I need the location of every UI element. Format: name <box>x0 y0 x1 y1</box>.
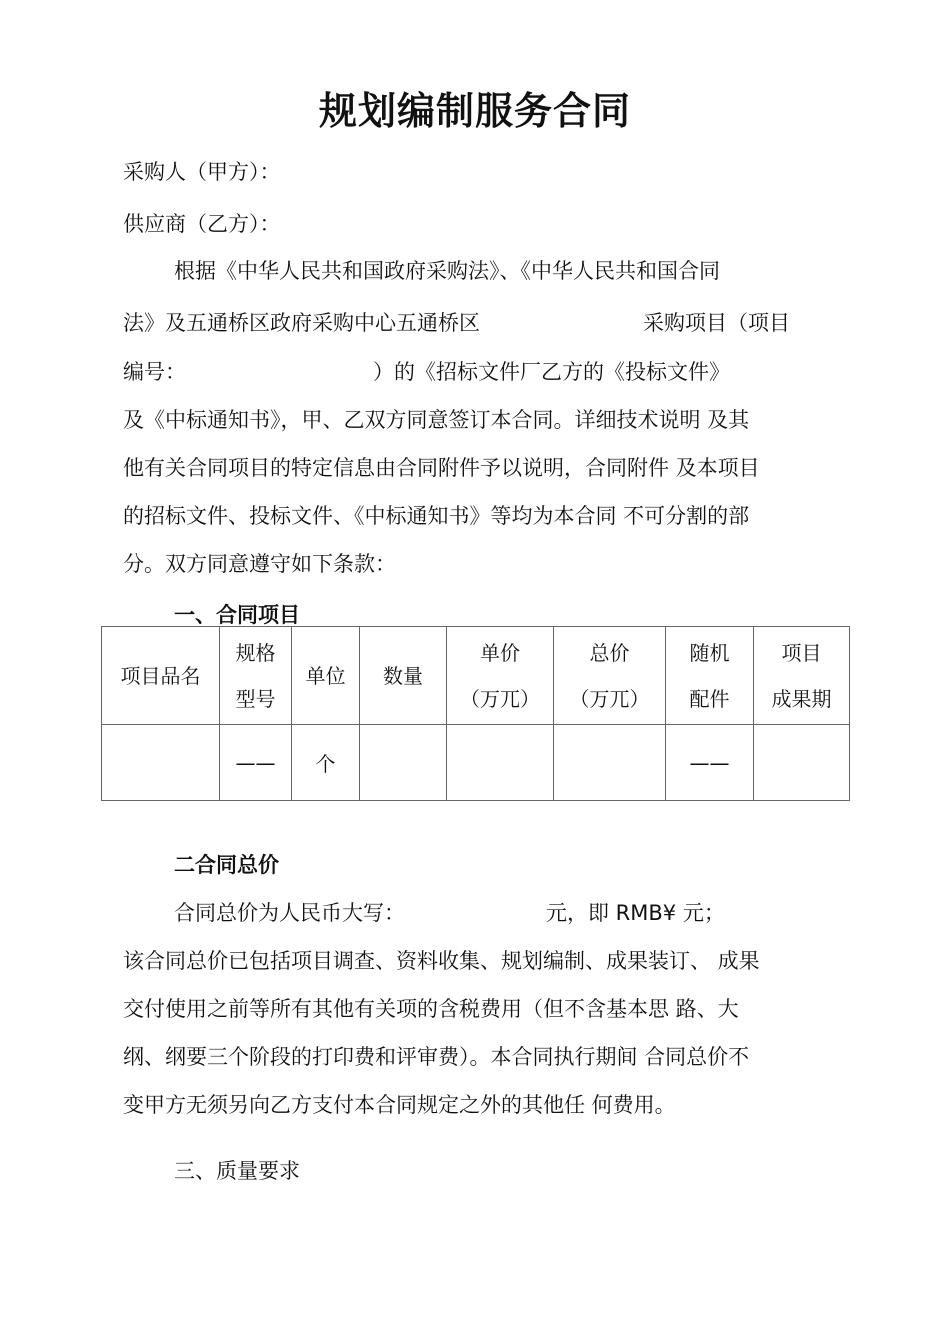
price-line-4: 纲、纲要三个阶段的打印费和评审费）。本合同执行期间 合同总价不 <box>123 1045 750 1069</box>
table-row <box>102 725 850 801</box>
price-line-1b: 元，即 RMB¥ 元； <box>546 901 725 925</box>
header-cell: 总价 （万兀） <box>554 627 666 725</box>
price-line-3: 交付使用之前等所有其他有关项的含税费用（但不含基本思 路、大 <box>123 997 739 1021</box>
intro-line-5: 他有关合同项目的特定信息由合同附件予以说明，合同附件 及本项目 <box>123 456 760 480</box>
intro-line-2a: 法》及五通桥区政府采购中心五通桥区 <box>123 311 480 335</box>
intro-line-3b: ）的《招标文件厂乙方的《投标文件》 <box>373 360 730 384</box>
header-cell: 随机 配件 <box>666 627 754 725</box>
buyer-label: 采购人（甲方）： <box>123 160 281 184</box>
intro-line-3a: 编号： <box>123 360 186 384</box>
table-cell <box>554 725 666 801</box>
supplier-label: 供应商（乙方）： <box>123 212 281 236</box>
header-cell: 单位 <box>292 627 360 725</box>
table-cell <box>447 725 554 801</box>
header-cell: 单价 （万兀） <box>447 627 554 725</box>
header-cell: 项目品名 <box>102 627 220 725</box>
intro-line-2b: 采购项目（项目 <box>643 311 790 335</box>
section-2-heading: 二合同总价 <box>174 853 279 877</box>
intro-line-4: 及《中标通知书》，甲、乙双方同意签订本合同。详细技术说明 及其 <box>123 408 750 432</box>
section-3-heading: 三、质量要求 <box>174 1159 300 1183</box>
items-table <box>101 626 850 801</box>
price-line-1a: 合同总价为人民币大写： <box>174 901 405 925</box>
table-cell <box>754 725 850 801</box>
section-1-heading: 一、合同项目 <box>174 603 300 627</box>
table-cell: —— <box>666 725 754 801</box>
table-header-row <box>102 627 850 725</box>
table-cell: —— <box>220 725 292 801</box>
document-title: 规划编制服务合同 <box>318 89 631 133</box>
header-cell: 规格 型号 <box>220 627 292 725</box>
intro-line-7: 分。双方同意遵守如下条款： <box>123 552 396 576</box>
table-cell <box>102 725 220 801</box>
table-cell: 个 <box>292 725 360 801</box>
table-cell <box>360 725 447 801</box>
price-line-5: 变甲方无须另向乙方支付本合同规定之外的其他任 何费用。 <box>123 1093 676 1117</box>
header-cell: 项目 成果期 <box>754 627 850 725</box>
intro-line-6: 的招标文件、投标文件、《中标通知书》等均为本合同 不可分割的部 <box>123 504 750 528</box>
intro-line-1: 根据《中华人民共和国政府采购法》、《中华人民共和国合同 <box>174 259 720 283</box>
price-line-2: 该合同总价已包括项目调查、资料收集、规划编制、成果装订、 成果 <box>123 949 760 973</box>
header-cell: 数量 <box>360 627 447 725</box>
